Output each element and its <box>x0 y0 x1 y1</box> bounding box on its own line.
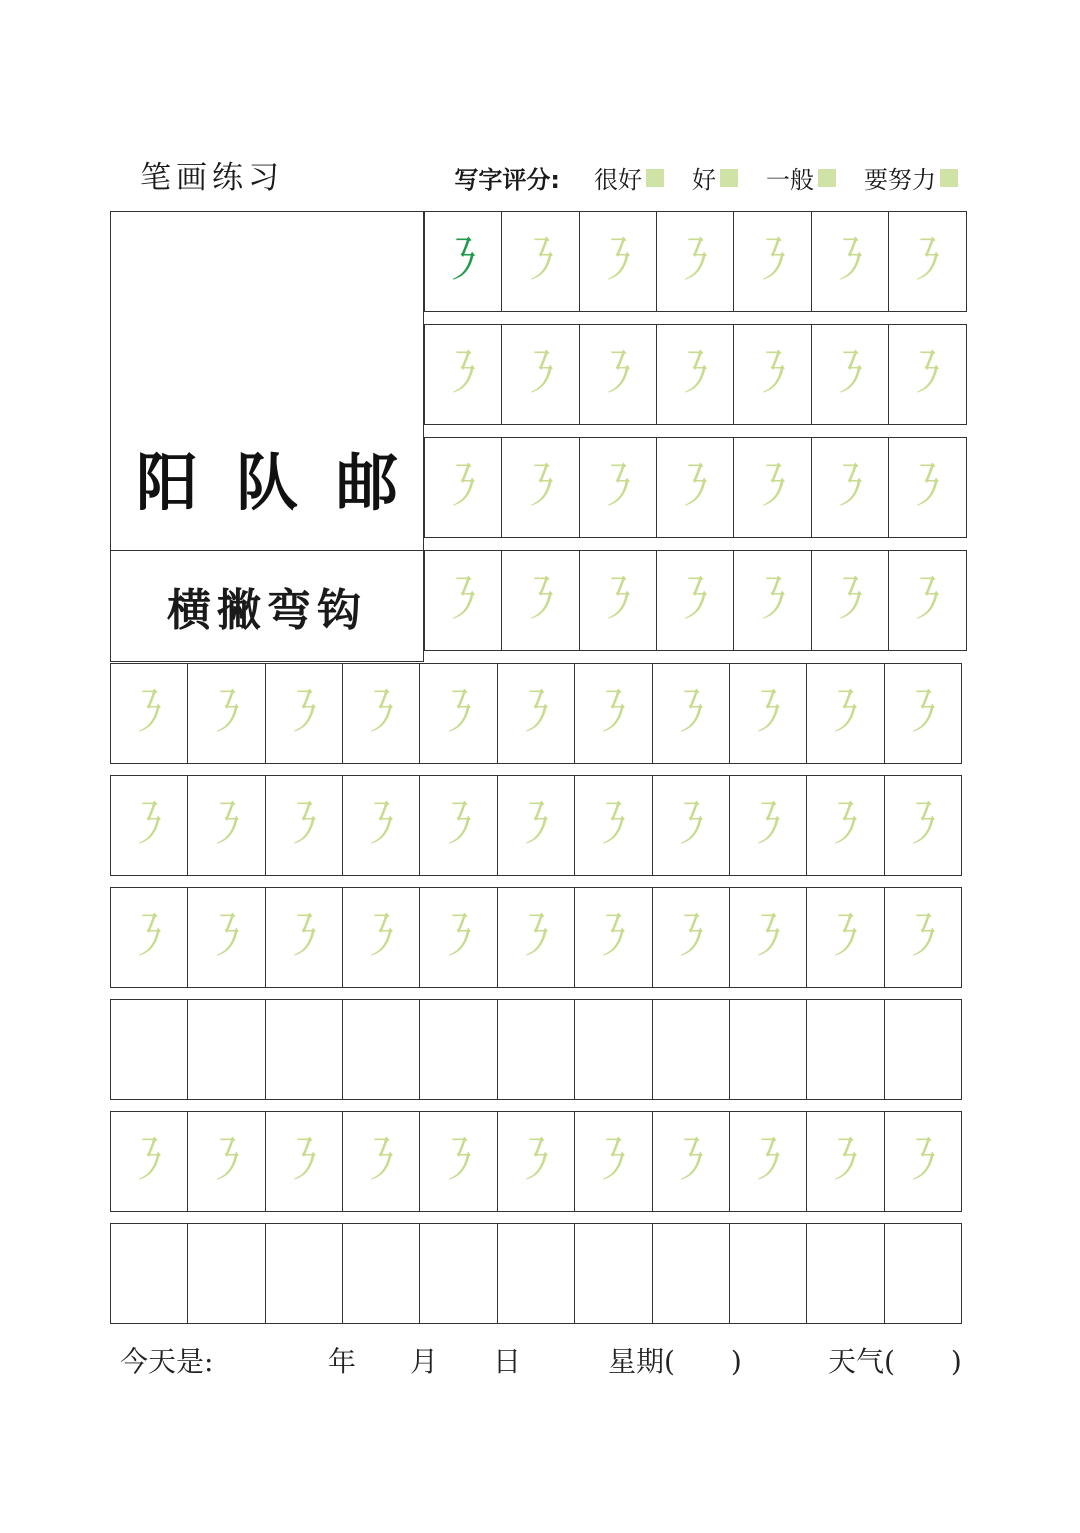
trace-stroke-glyph: ㇋ <box>285 683 323 744</box>
practice-cell[interactable] <box>806 775 884 876</box>
practice-cell[interactable] <box>110 1223 188 1324</box>
practice-cell[interactable] <box>729 999 807 1100</box>
grid-row <box>424 437 967 538</box>
practice-cell[interactable] <box>652 887 730 988</box>
practice-cell[interactable] <box>265 775 343 876</box>
trace-stroke-glyph: ㇋ <box>207 907 246 968</box>
practice-cell[interactable] <box>579 211 657 312</box>
trace-stroke-glyph: ㇋ <box>517 795 555 856</box>
trace-stroke-glyph: ㇋ <box>599 457 637 518</box>
trace-stroke-glyph: ㇋ <box>826 1131 865 1192</box>
practice-cell[interactable] <box>729 1223 807 1324</box>
practice-cell[interactable] <box>652 663 730 764</box>
practice-cell[interactable] <box>729 775 807 876</box>
practice-cell[interactable] <box>265 663 343 764</box>
trace-stroke-glyph: ㇋ <box>444 570 482 631</box>
practice-cell[interactable] <box>656 550 734 651</box>
practice-cell[interactable] <box>265 1111 343 1212</box>
trace-stroke-glyph: ㇋ <box>831 231 869 292</box>
practice-cell[interactable] <box>733 437 811 538</box>
practice-cell[interactable] <box>579 437 657 538</box>
practice-cell[interactable] <box>110 1111 188 1212</box>
trace-stroke-glyph: ㇋ <box>285 795 323 856</box>
practice-cell[interactable] <box>888 550 966 651</box>
grid-row <box>424 211 967 312</box>
example-char-yang: 阳 <box>135 446 198 519</box>
trace-stroke-glyph: ㇋ <box>753 457 792 518</box>
trace-stroke-glyph: ㇋ <box>439 795 478 856</box>
trace-stroke-glyph: ㇋ <box>908 570 947 631</box>
practice-cell[interactable] <box>884 887 962 988</box>
rating-option-needs-work[interactable]: 要努力 <box>864 160 958 195</box>
grid-row <box>110 775 962 876</box>
practice-cell[interactable] <box>652 1111 730 1212</box>
practice-cell[interactable] <box>501 324 579 425</box>
practice-cell[interactable] <box>501 437 579 538</box>
practice-cell[interactable] <box>574 663 652 764</box>
grid-row <box>110 1111 962 1212</box>
practice-cell[interactable] <box>574 887 652 988</box>
trace-stroke-glyph: ㇋ <box>439 907 478 968</box>
trace-stroke-glyph: ㇋ <box>826 795 865 856</box>
example-characters-box <box>110 211 424 551</box>
practice-cell[interactable] <box>342 999 420 1100</box>
practice-cell[interactable] <box>733 211 811 312</box>
practice-cell[interactable] <box>733 324 811 425</box>
practice-cell[interactable] <box>497 663 575 764</box>
footer-weather: 天气( ) <box>828 1345 962 1378</box>
practice-cell[interactable] <box>187 999 265 1100</box>
footer-today: 今天是: <box>120 1345 214 1378</box>
practice-cell[interactable] <box>579 324 657 425</box>
trace-stroke-glyph: ㇋ <box>753 570 792 631</box>
trace-stroke-glyph: ㇋ <box>904 683 942 744</box>
practice-cell[interactable] <box>110 663 188 764</box>
practice-cell[interactable] <box>729 887 807 988</box>
trace-stroke-glyph: ㇋ <box>749 795 787 856</box>
model-stroke-glyph: ㇋ <box>444 231 482 292</box>
practice-cell[interactable] <box>574 999 652 1100</box>
practice-cell[interactable] <box>733 550 811 651</box>
practice-cell[interactable] <box>729 1111 807 1212</box>
footer-year: 年 <box>328 1345 357 1378</box>
practice-cell[interactable] <box>656 324 734 425</box>
practice-cell[interactable] <box>811 437 889 538</box>
trace-stroke-glyph: ㇋ <box>444 344 482 405</box>
trace-stroke-glyph: ㇋ <box>362 1131 400 1192</box>
trace-stroke-glyph: ㇋ <box>908 231 947 292</box>
trace-stroke-glyph: ㇋ <box>826 907 865 968</box>
trace-stroke-glyph: ㇋ <box>444 457 482 518</box>
trace-stroke-glyph: ㇋ <box>599 344 637 405</box>
rating-bar <box>454 160 958 195</box>
practice-cell[interactable] <box>187 663 265 764</box>
trace-stroke-glyph: ㇋ <box>362 683 400 744</box>
practice-cell[interactable] <box>424 211 502 312</box>
trace-stroke-glyph: ㇋ <box>831 457 869 518</box>
practice-cell[interactable] <box>811 324 889 425</box>
trace-stroke-glyph: ㇋ <box>521 457 560 518</box>
trace-stroke-glyph: ㇋ <box>594 795 633 856</box>
trace-stroke-glyph: ㇋ <box>599 570 637 631</box>
practice-cell[interactable] <box>110 999 188 1100</box>
practice-cell[interactable] <box>884 775 962 876</box>
checkbox[interactable] <box>720 169 738 187</box>
rating-option-good[interactable]: 好 <box>692 160 738 195</box>
trace-stroke-glyph: ㇋ <box>904 795 942 856</box>
practice-cell[interactable] <box>265 1223 343 1324</box>
trace-stroke-glyph: ㇋ <box>831 570 869 631</box>
trace-stroke-glyph: ㇋ <box>904 1131 942 1192</box>
trace-stroke-glyph: ㇋ <box>749 907 787 968</box>
practice-cell[interactable] <box>424 550 502 651</box>
practice-cell[interactable] <box>574 1111 652 1212</box>
practice-cell[interactable] <box>811 211 889 312</box>
practice-cell[interactable] <box>884 1223 962 1324</box>
trace-stroke-glyph: ㇋ <box>521 570 560 631</box>
trace-stroke-glyph: ㇋ <box>676 344 714 405</box>
trace-stroke-glyph: ㇋ <box>521 344 560 405</box>
trace-stroke-glyph: ㇋ <box>599 231 637 292</box>
practice-cell[interactable] <box>574 1223 652 1324</box>
practice-cell[interactable] <box>806 1111 884 1212</box>
practice-cell[interactable] <box>110 775 188 876</box>
trace-stroke-glyph: ㇋ <box>285 1131 323 1192</box>
trace-stroke-glyph: ㇋ <box>439 1131 478 1192</box>
trace-stroke-glyph: ㇋ <box>594 907 633 968</box>
practice-cell[interactable] <box>656 211 734 312</box>
checkbox[interactable] <box>646 169 664 187</box>
trace-stroke-glyph: ㇋ <box>676 570 714 631</box>
trace-stroke-glyph: ㇋ <box>749 683 787 744</box>
trace-stroke-glyph: ㇋ <box>831 344 869 405</box>
trace-stroke-glyph: ㇋ <box>130 1131 168 1192</box>
practice-cell[interactable] <box>806 887 884 988</box>
practice-cell[interactable] <box>497 1111 575 1212</box>
practice-cell[interactable] <box>342 1223 420 1324</box>
trace-stroke-glyph: ㇋ <box>676 457 714 518</box>
grid-row <box>110 887 962 988</box>
practice-cell[interactable] <box>888 211 966 312</box>
practice-cell[interactable] <box>419 1223 497 1324</box>
trace-stroke-glyph: ㇋ <box>130 683 168 744</box>
trace-stroke-glyph: ㇋ <box>521 231 560 292</box>
practice-cell[interactable] <box>501 211 579 312</box>
practice-cell[interactable] <box>888 324 966 425</box>
practice-cell[interactable] <box>884 999 962 1100</box>
grid-row <box>110 1223 962 1324</box>
footer-day: 日 <box>493 1345 522 1378</box>
grid-row <box>110 663 962 764</box>
trace-stroke-glyph: ㇋ <box>207 683 246 744</box>
trace-stroke-glyph: ㇋ <box>285 907 323 968</box>
practice-cell[interactable] <box>729 663 807 764</box>
trace-stroke-glyph: ㇋ <box>749 1131 787 1192</box>
practice-cell[interactable] <box>497 999 575 1100</box>
grid-row <box>110 999 962 1100</box>
trace-stroke-glyph: ㇋ <box>904 907 942 968</box>
practice-cell[interactable] <box>652 1223 730 1324</box>
grid-row <box>424 550 967 651</box>
trace-stroke-glyph: ㇋ <box>207 795 246 856</box>
practice-cell[interactable] <box>342 887 420 988</box>
example-char-dui: 队 <box>235 446 298 519</box>
trace-stroke-glyph: ㇋ <box>753 231 792 292</box>
trace-stroke-glyph: ㇋ <box>130 907 168 968</box>
practice-cell[interactable] <box>419 999 497 1100</box>
checkbox[interactable] <box>818 169 836 187</box>
practice-cell[interactable] <box>424 324 502 425</box>
practice-cell[interactable] <box>187 1111 265 1212</box>
trace-stroke-glyph: ㇋ <box>517 907 555 968</box>
trace-stroke-glyph: ㇋ <box>826 683 865 744</box>
practice-cell[interactable] <box>419 887 497 988</box>
trace-stroke-glyph: ㇋ <box>671 1131 710 1192</box>
practice-cell[interactable] <box>652 999 730 1100</box>
rating-option-very-good[interactable]: 很好 <box>594 160 664 195</box>
practice-cell[interactable] <box>265 999 343 1100</box>
trace-stroke-glyph: ㇋ <box>362 907 400 968</box>
practice-cell[interactable] <box>497 775 575 876</box>
page-title: 笔画练习 <box>140 160 284 196</box>
practice-cell[interactable] <box>811 550 889 651</box>
practice-cell[interactable] <box>187 775 265 876</box>
rating-option-average[interactable]: 一般 <box>766 160 836 195</box>
rating-label: 写字评分: <box>454 166 560 194</box>
practice-cell[interactable] <box>110 887 188 988</box>
trace-stroke-glyph: ㇋ <box>517 1131 555 1192</box>
practice-cell[interactable] <box>579 550 657 651</box>
practice-cell[interactable] <box>497 887 575 988</box>
practice-cell[interactable] <box>342 663 420 764</box>
practice-cell[interactable] <box>574 775 652 876</box>
grid-row <box>424 324 967 425</box>
trace-stroke-glyph: ㇋ <box>517 683 555 744</box>
practice-cell[interactable] <box>424 437 502 538</box>
practice-grid <box>110 211 972 1325</box>
practice-cell[interactable] <box>884 1111 962 1212</box>
trace-stroke-glyph: ㇋ <box>594 683 633 744</box>
practice-cell[interactable] <box>419 775 497 876</box>
practice-cell[interactable] <box>652 775 730 876</box>
trace-stroke-glyph: ㇋ <box>130 795 168 856</box>
trace-stroke-glyph: ㇋ <box>671 795 710 856</box>
practice-cell[interactable] <box>419 663 497 764</box>
worksheet-header <box>110 150 972 200</box>
practice-cell[interactable] <box>806 1223 884 1324</box>
trace-stroke-glyph: ㇋ <box>207 1131 246 1192</box>
trace-stroke-glyph: ㇋ <box>676 231 714 292</box>
practice-cell[interactable] <box>265 887 343 988</box>
practice-cell[interactable] <box>342 775 420 876</box>
practice-cell[interactable] <box>656 437 734 538</box>
trace-stroke-glyph: ㇋ <box>908 457 947 518</box>
practice-cell[interactable] <box>806 663 884 764</box>
stroke-name: 横撇弯钩 <box>167 585 367 636</box>
practice-cell[interactable] <box>497 1223 575 1324</box>
trace-stroke-glyph: ㇋ <box>753 344 792 405</box>
example-char-you: 邮 <box>335 446 398 519</box>
practice-cell[interactable] <box>884 663 962 764</box>
trace-stroke-glyph: ㇋ <box>594 1131 633 1192</box>
practice-cell[interactable] <box>342 1111 420 1212</box>
practice-cell[interactable] <box>806 999 884 1100</box>
trace-stroke-glyph: ㇋ <box>362 795 400 856</box>
practice-cell[interactable] <box>888 437 966 538</box>
trace-stroke-glyph: ㇋ <box>671 683 710 744</box>
practice-cell[interactable] <box>187 1223 265 1324</box>
trace-stroke-glyph: ㇋ <box>908 344 947 405</box>
practice-cell[interactable] <box>419 1111 497 1212</box>
footer-month: 月 <box>410 1345 439 1378</box>
checkbox[interactable] <box>940 169 958 187</box>
footer-weekday: 星期( ) <box>608 1345 742 1378</box>
stroke-name-box <box>110 550 424 662</box>
trace-stroke-glyph: ㇋ <box>439 683 478 744</box>
practice-cell[interactable] <box>501 550 579 651</box>
trace-stroke-glyph: ㇋ <box>671 907 710 968</box>
practice-cell[interactable] <box>187 887 265 988</box>
